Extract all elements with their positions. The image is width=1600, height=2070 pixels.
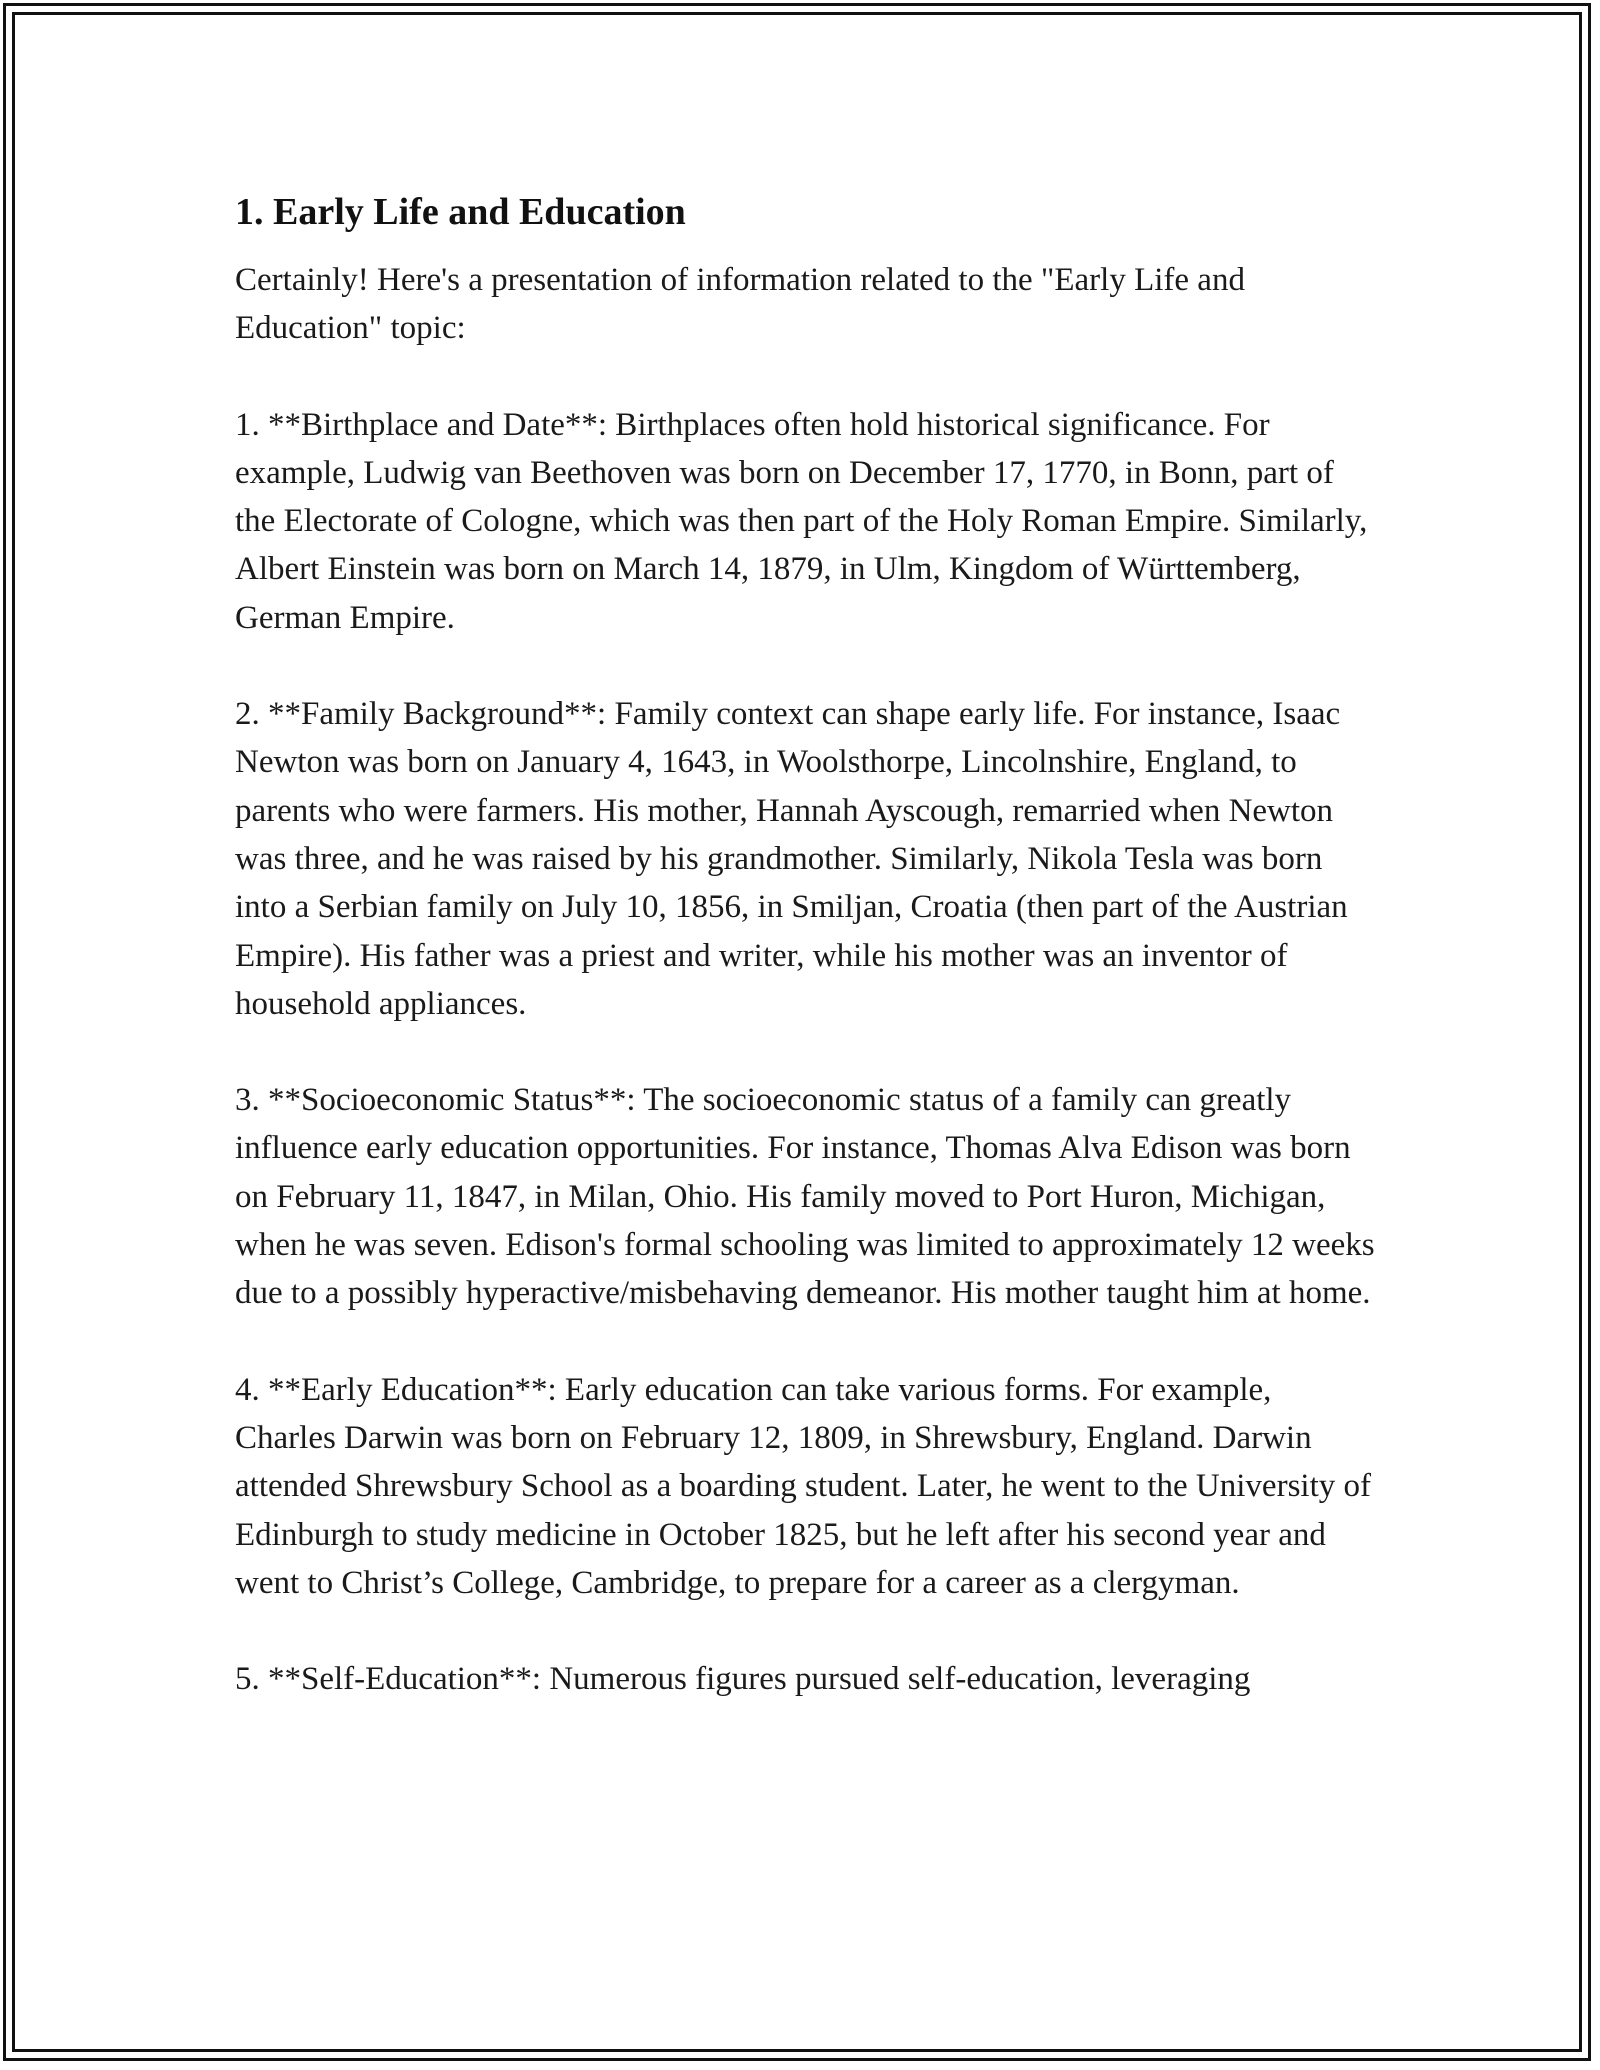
- document-body: [235, 188, 1383, 1703]
- list-item-family-background: 2. **Family Background**: Family context can shape early life. For instance, Isaac Newton was born on January 4, 1643, in Woolsthorpe, Lincolnshire, England, to parents who were farmers. His mother, Hannah Ayscough, remarried when Newton was three, and he was raised by his grandmother. Similarly, Nikola Tesla was born into a Serbian family on July 10, 1856, in Smiljan, Croatia (then part of the Austrian Empire). His father was a priest and writer, while his mother was an inventor of household appliances.: [235, 696, 1356, 1022]
- list-item-self-education: 5. **Self-Education**: Numerous figures pursued self-education, leveraging: [235, 1661, 1251, 1698]
- list-item-early-education: 4. **Early Education**: Early education can take various forms. For example, Charles Darwin was born on February 12, 1809, in Shrewsbury, England. Darwin attended Shrewsbury School as a boarding student. Later, he went to the University of Edinburgh to study medicine in October 1825, but he left after his second year and went to Christ’s College, Cambridge, to prepare for a career as a clergyman.: [235, 1371, 1380, 1601]
- intro-paragraph: Certainly! Here's a presentation of information related to the "Early Life and Education" topic:: [235, 262, 1254, 347]
- list-item-birthplace: 1. **Birthplace and Date**: Birthplaces often hold historical significance. For example, Ludwig van Beethoven was born on December 17, 1770, in Bonn, part of the Electorate of Cologne, which was then part of the Holy Roman Empire. Similarly, Albert Einstein was born on March 14, 1879, in Ulm, Kingdom of Württemberg, German Empire.: [235, 406, 1374, 636]
- section-heading: 1. Early Life and Education: [235, 191, 686, 233]
- list-item-socioeconomic-status: 3. **Socioeconomic Status**: The socioeconomic status of a family can greatly influence early education opportunities. For instance, Thomas Alva Edison was born on February 11, 1847, in Milan, Ohio. His family moved to Port Huron, Michigan, when he was seven. Edison's formal schooling was limited to approximately 12 weeks due to a possibly hyperactive/misbehaving demeanor. His mother taught him at home.: [235, 1082, 1383, 1312]
